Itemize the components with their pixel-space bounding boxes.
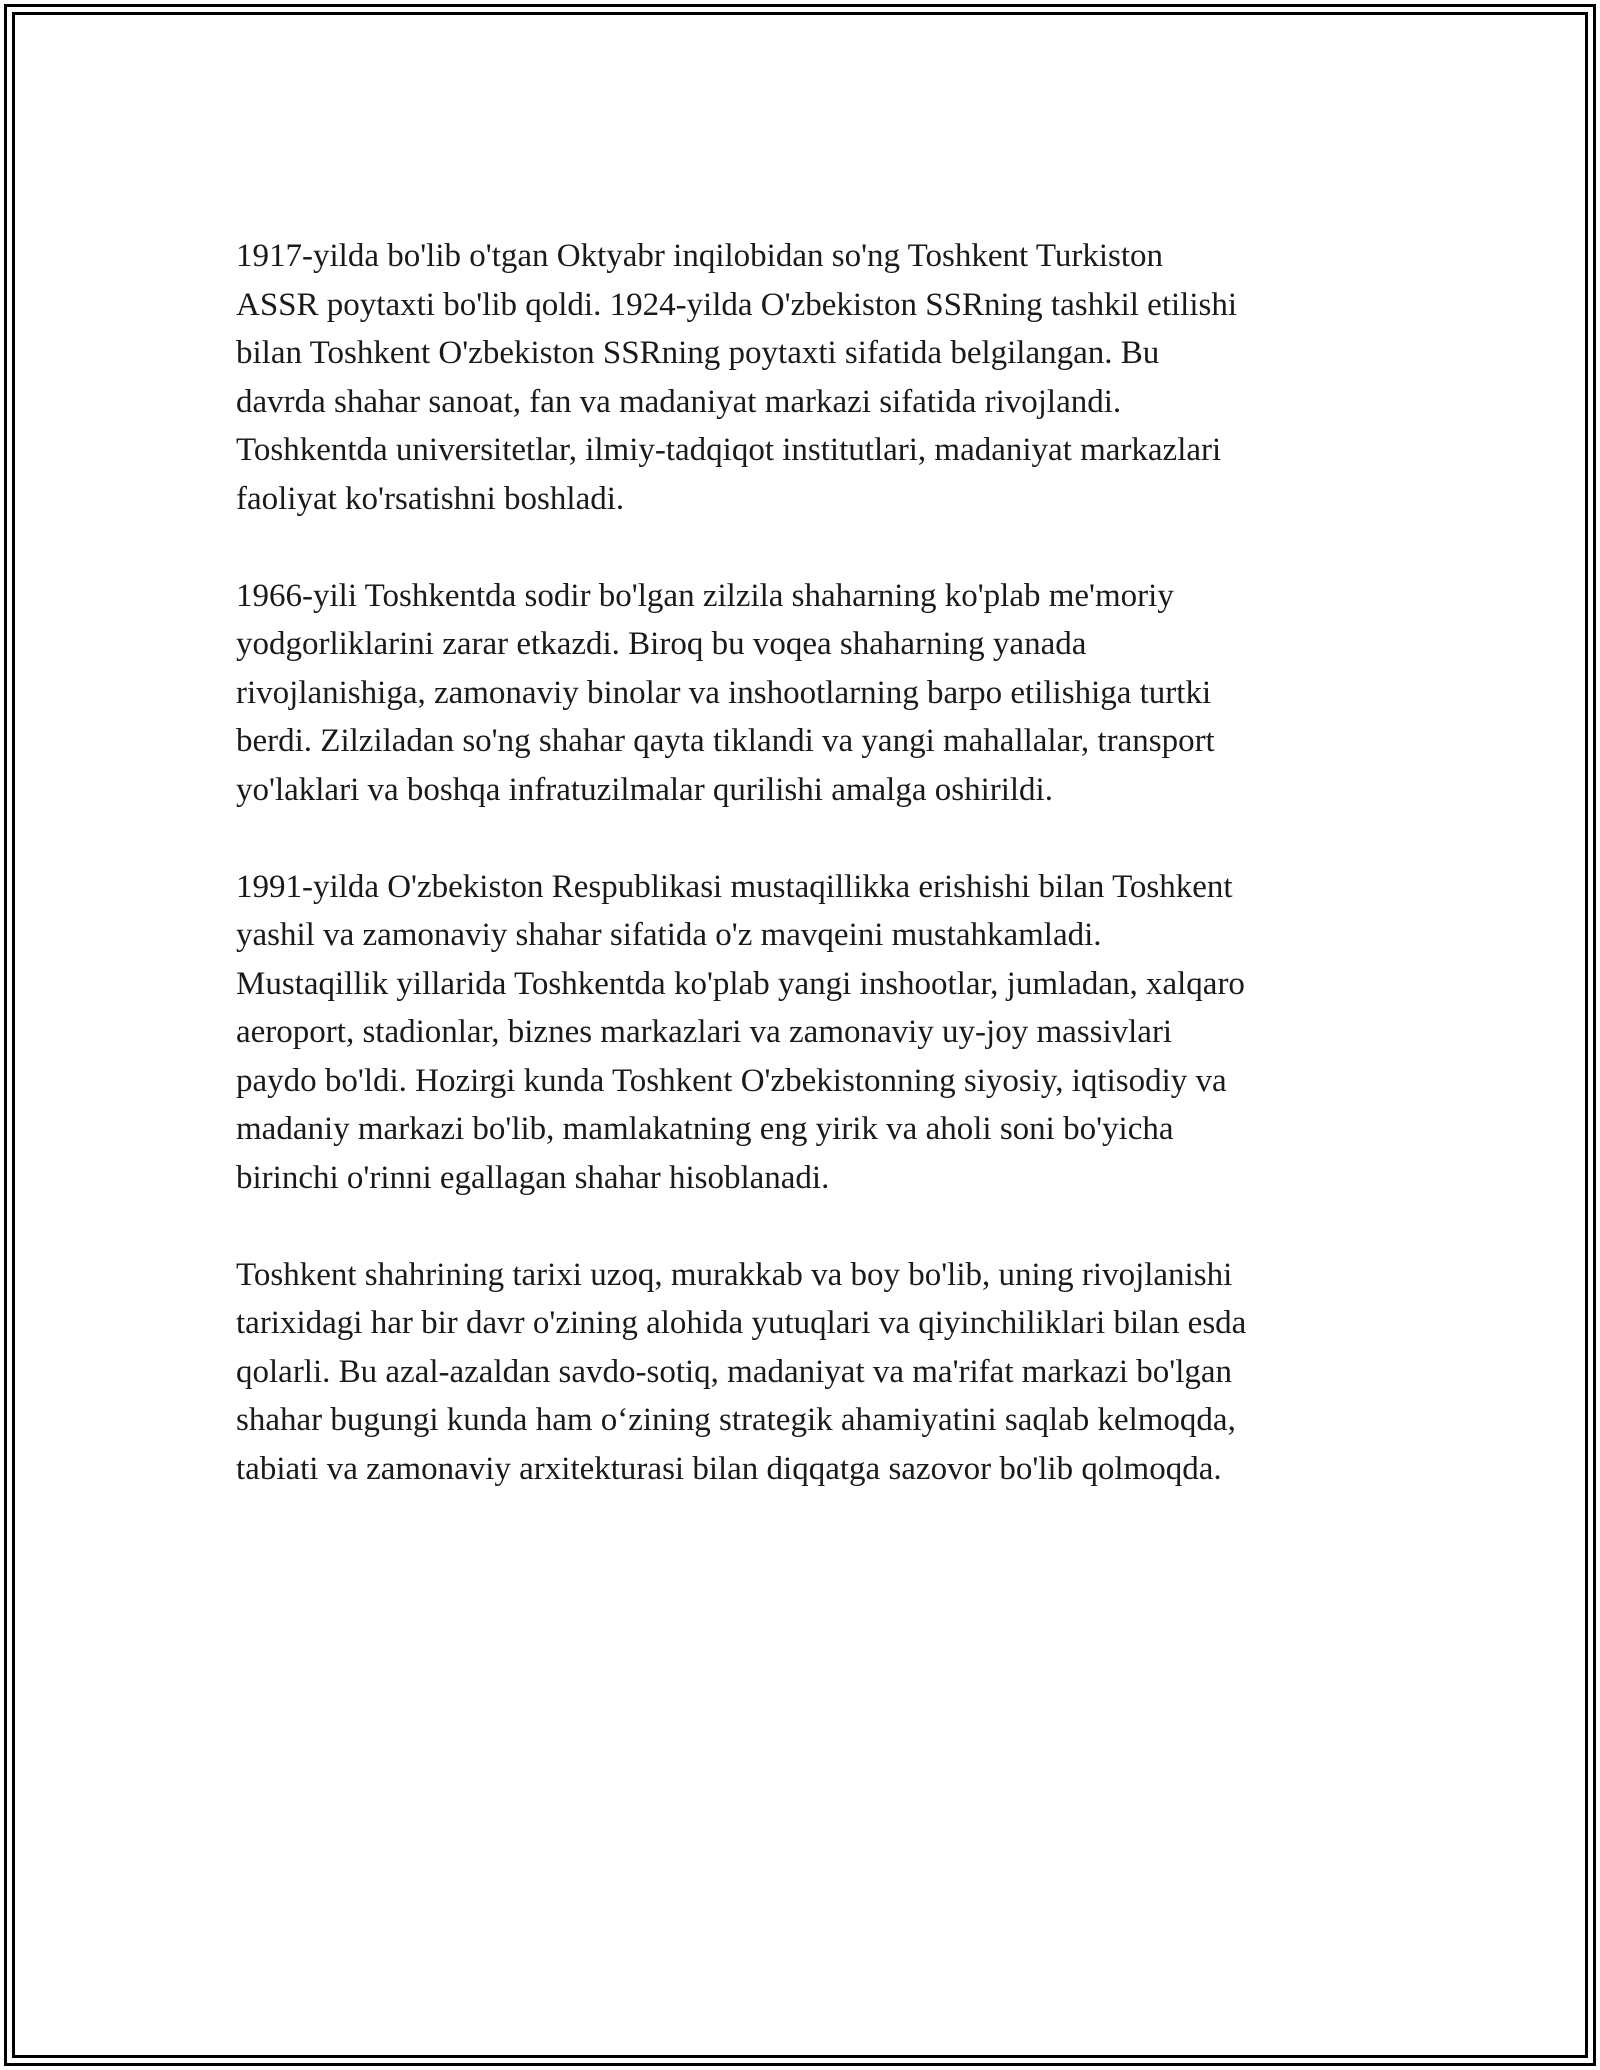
text-line: qolarli. Bu azal-azaldan savdo-sotiq, madaniyat va ma'rifat markazi bo'lgan — [236, 1353, 1233, 1390]
text-line: shahar bugungi kunda ham o‘zining strategik ahamiyatini saqlab kelmoqda, — [236, 1402, 1236, 1438]
text-line: yashil va zamonaviy shahar sifatida o'z mavqeini mustahkamladi. — [236, 917, 1102, 953]
text-line: 1966-yili Toshkentda sodir bo'lgan zilzila shaharning ko'plab me'moriy — [236, 577, 1174, 614]
document-body — [236, 232, 1376, 1542]
text-line: rivojlanishiga, zamonaviy binolar va inshootlarning barpo etilishiga turtki — [236, 674, 1212, 711]
paragraph-1991 — [236, 863, 1376, 1203]
text-line: birinchi o'rinni egallagan shahar hisoblanadi. — [236, 1159, 830, 1196]
text-line: Mustaqillik yillarida Toshkentda ko'plab yangi inshootlar, jumladan, xalqaro — [236, 965, 1245, 1002]
text-line: bilan Toshkent O'zbekiston SSRning poytaxti sifatida belgilangan. Bu — [236, 335, 1160, 371]
text-line: berdi. Zilziladan so'ng shahar qayta tiklandi va yangi mahallalar, transport — [236, 723, 1215, 759]
paragraph-1966 — [236, 572, 1376, 815]
text-line: davrda shahar sanoat, fan va madaniyat markazi sifatida rivojlandi. — [236, 383, 1122, 420]
text-line: tarixidagi har bir davr o'zining alohida yutuqlari va qiyinchiliklari bilan esda — [236, 1305, 1247, 1341]
text-line: yo'laklari va boshqa infratuzilmalar qurilishi amalga oshirildi. — [236, 771, 1053, 808]
text-line: madaniy markazi bo'lib, mamlakatning eng yirik va aholi soni bo'yicha — [236, 1111, 1174, 1147]
text-line: aeroport, stadionlar, biznes markazlari va zamonaviy uy-joy massivlari — [236, 1014, 1173, 1050]
text-line: Toshkentda universitetlar, ilmiy-tadqiqot institutlari, madaniyat markazlari — [236, 432, 1222, 468]
text-line: ASSR poytaxti bo'lib qoldi. 1924-yilda O'zbekiston SSRning tashkil etilishi — [236, 286, 1238, 323]
text-line: faoliyat ko'rsatishni boshladi. — [236, 480, 625, 517]
paragraph-1917 — [236, 232, 1376, 523]
text-line: Toshkent shahrining tarixi uzoq, murakkab va boy bo'lib, uning rivojlanishi — [236, 1256, 1233, 1293]
text-line: tabiati va zamonaviy arxitekturasi bilan diqqatga sazovor bo'lib qolmoqda. — [236, 1450, 1222, 1487]
text-line: yodgorliklarini zarar etkazdi. Biroq bu voqea shaharning yanada — [236, 626, 1087, 662]
paragraph-history-summary — [236, 1251, 1376, 1494]
text-line: 1991-yilda O'zbekiston Respublikasi mustaqillikka erishishi bilan Toshkent — [236, 868, 1233, 905]
text-line: paydo bo'ldi. Hozirgi kunda Toshkent O'zbekistonning siyosiy, iqtisodiy va — [236, 1062, 1227, 1099]
text-line: 1917-yilda bo'lib o'tgan Oktyabr inqilobidan so'ng Toshkent Turkiston — [236, 238, 1163, 274]
